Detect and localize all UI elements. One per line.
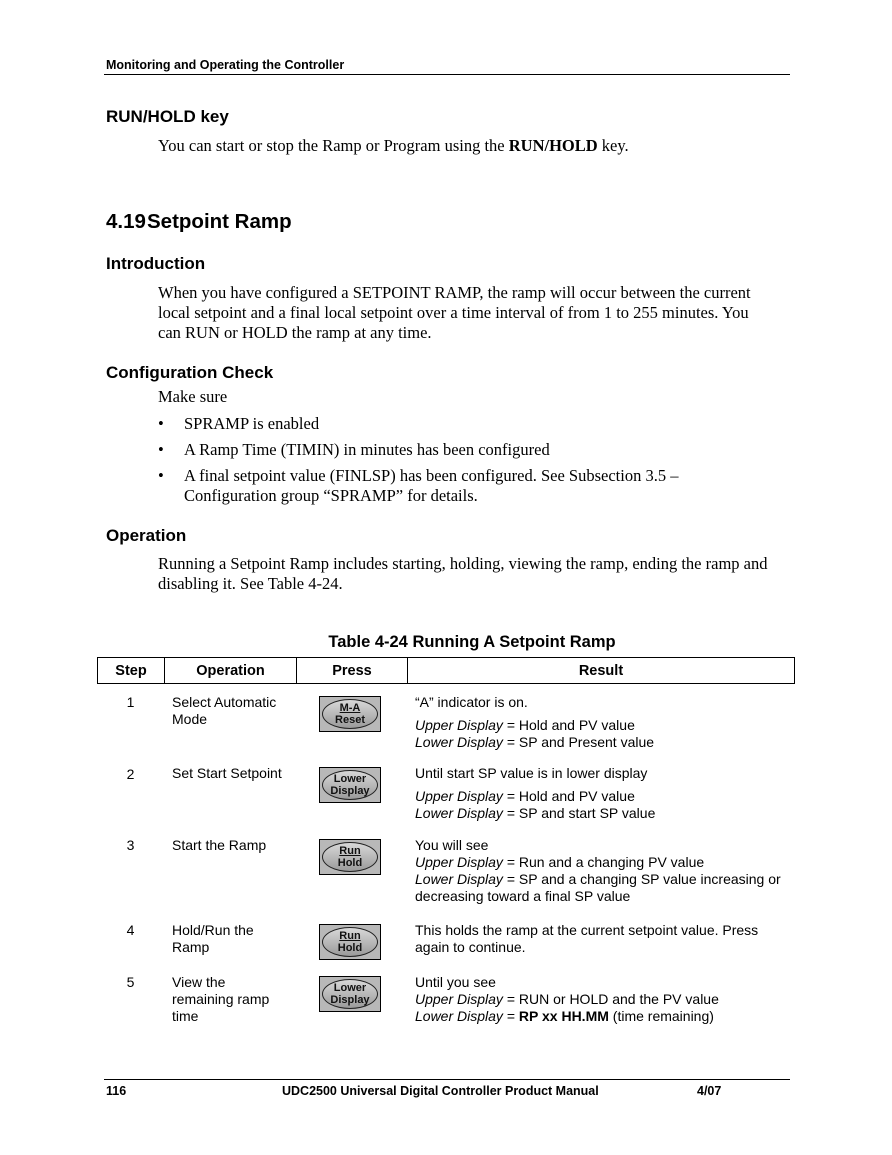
key-label-top: M-A [339,702,361,714]
configuration-check-intro: Make sure [158,387,228,406]
upper-display-value: = Hold and PV value [502,717,635,733]
key-face [322,927,378,957]
result-first: You will see [415,837,489,853]
upper-display-value: = RUN or HOLD and the PV value [502,991,719,1007]
key-label-bottom: Display [330,785,370,797]
introduction-heading: Introduction [106,254,206,273]
key-label-top: Run [339,845,361,857]
step-number: 2 [126,766,135,782]
operation-text: Running a Setpoint Ramp includes starting, holding, viewing the ramp, ending the ramp and disabling it. See Table 4-24. [158,554,768,593]
key-label-bottom: Reset [335,714,365,726]
key-label-top: Run [339,930,361,942]
lower-display-label: Lower Display [415,1008,503,1024]
key-face [322,699,378,729]
upper-display-label: Upper Display [415,991,503,1007]
section-number: 4.19 [106,210,146,233]
header-operation: Operation [165,658,297,683]
result-upper [415,788,787,805]
operation-cell: Select Automatic Mode [172,694,277,727]
header-result: Result [578,662,624,679]
key-label-top: Lower [333,773,367,785]
key-label-bottom: Display [330,994,370,1006]
running-header: Monitoring and Operating the Controller [106,58,345,72]
step-number: 3 [126,837,135,853]
run-hold-key [319,924,381,960]
lower-display-value: = SP and start SP value [502,805,656,821]
operation-heading: Operation [106,526,187,545]
header-step: Step [98,658,165,683]
run-hold-heading: RUN/HOLD key [106,107,229,126]
lower-display-label: Lower Display [415,871,503,887]
footer-date: 4/07 [697,1084,722,1098]
upper-display-label: Upper Display [415,788,503,804]
list-item: • A final setpoint value (FINLSP) has been configured. See Subsection 3.5 – Configuration group “SPRAMP” for details. [158,466,724,506]
configuration-check-list [158,414,790,512]
result-upper [415,854,787,871]
operation-cell: Start the Ramp [172,837,267,853]
key-frame [319,976,381,1012]
list-item: • A Ramp Time (TIMIN) in minutes has been configured [158,440,790,460]
result-cell [415,694,787,751]
result-first: Until start SP value is in lower display [415,765,648,781]
section-title: Setpoint Ramp [147,210,292,233]
key-label-bottom: Hold [337,857,363,869]
lower-display-label: Lower Display [415,734,503,750]
result-upper [415,717,787,734]
step-number: 5 [126,974,135,990]
key-frame [319,696,381,732]
key-label-top: Lower [333,982,367,994]
lower-display-value: = SP and a changing SP value increasing or decreasing toward a final SP value [415,871,781,904]
configuration-check-heading: Configuration Check [106,363,274,382]
operation-cell: Set Start Setpoint [172,765,282,781]
run-hold-key [319,839,381,875]
result-lower [415,734,787,751]
lower-display-label: Lower Display [415,805,503,821]
step-number: 4 [126,922,135,938]
result-cell [415,765,787,822]
result-lower [415,805,787,822]
result-first: “A” indicator is on. [415,694,528,710]
key-label-bottom: Hold [337,942,363,954]
lower-display-key [319,976,381,1012]
run-hold-text-after: key. [597,136,629,155]
upper-display-value: = Run and a changing PV value [502,854,705,870]
section-heading [106,210,292,234]
run-hold-key-name: RUN/HOLD [508,136,598,155]
key-face [322,770,378,800]
upper-display-label: Upper Display [415,854,503,870]
header-press: Press [297,658,408,683]
result-first: Until you see [415,974,496,990]
footer-rule [104,1079,790,1080]
step-number: 1 [126,694,135,710]
result-first: This holds the ramp at the current setpoint value. Press again to continue. [415,922,759,955]
upper-display-label: Upper Display [415,717,503,733]
result-cell [415,974,787,1025]
operation-cell: Hold/Run the Ramp [172,922,254,955]
list-item: • SPRAMP is enabled [158,414,790,434]
header-rule [104,74,790,75]
run-hold-text-before: You can start or stop the Ramp or Program using the [158,136,509,155]
lower-display-bold-value: RP xx HH.MM [518,1008,609,1024]
introduction-text: When you have configured a SETPOINT RAMP, the ramp will occur between the current local setpoint and a final local setpoint over a time interval of from 1 to 255 minutes. You can RUN or HOLD the ramp at any time. [158,283,751,342]
m-a-reset-key [319,696,381,732]
lower-display-value: = SP and Present value [502,734,655,750]
lower-display-key [319,767,381,803]
footer-title: UDC2500 Universal Digital Controller Product Manual [282,1084,599,1098]
key-face [322,979,378,1009]
key-face [322,842,378,872]
result-lower: Lower Display = RP xx HH.MM (time remaining) [415,1008,714,1024]
result-lower [415,871,787,905]
run-hold-text [158,136,790,156]
result-upper [415,991,787,1008]
table-header [97,657,795,684]
key-frame [319,924,381,960]
result-cell [415,837,787,905]
page-number: 116 [106,1084,127,1098]
key-frame [319,767,381,803]
key-frame [319,839,381,875]
lower-display-value: (time remaining) [608,1008,714,1024]
result-cell [415,922,787,956]
table-caption: Table 4-24 Running A Setpoint Ramp [328,633,616,651]
operation-cell: View the remaining ramp time [172,974,270,1024]
upper-display-value: = Hold and PV value [502,788,635,804]
